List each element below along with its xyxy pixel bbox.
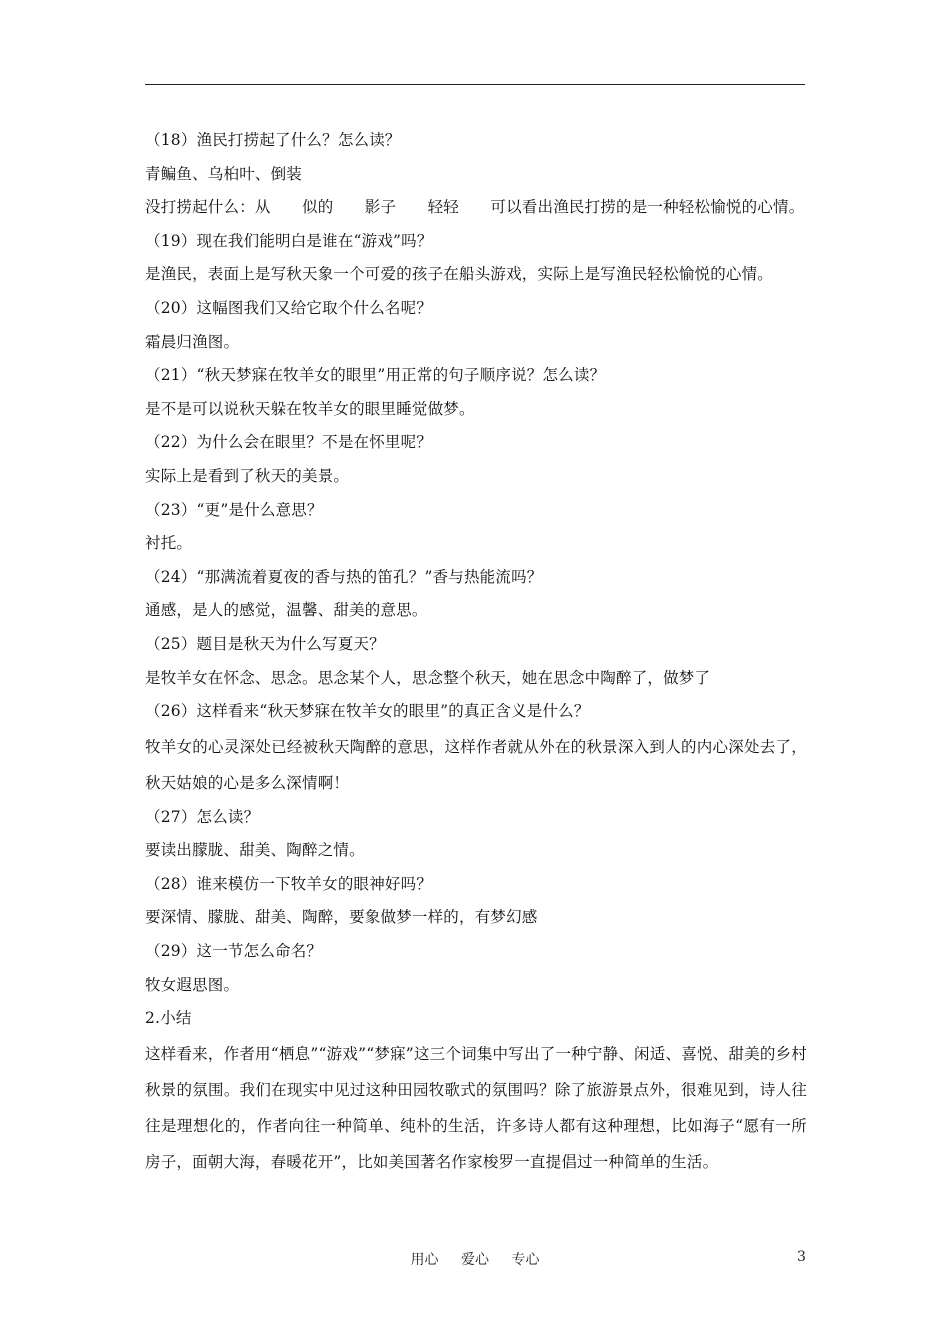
text-line: （25）题目是秋天为什么写夏天？ [145, 634, 385, 653]
text-line: 霜晨归渔图。 [145, 332, 240, 351]
text-line: （26）这样看来“秋天梦寐在牧羊女的眼里”的真正含义是什么？ [145, 702, 590, 721]
text-line: 青鳊鱼、乌桕叶、倒装 [145, 164, 303, 183]
text-line: （28）谁来模仿一下牧羊女的眼神好吗？ [145, 874, 433, 893]
text-line: （18）渔民打捞起了什么？怎么读？ [145, 131, 401, 149]
text-line: 实际上是看到了秋天的美景。 [145, 466, 350, 485]
section-heading: 2.小结 [145, 1009, 192, 1028]
text-line: 是不是可以说秋天躲在牧羊女的眼里睡觉做梦。 [145, 399, 475, 418]
text-line: 牧女遐思图。 [145, 975, 240, 994]
text-line: 要深情、朦胧、甜美、陶醉，要象做梦一样的，有梦幻感 [145, 908, 538, 927]
document-body [145, 124, 807, 1180]
text-line: 衬托。 [145, 534, 193, 553]
paragraph-26-answer: 牧羊女的心灵深处已经被秋天陶醉的意思，这样作者就从外在的秋景深入到人的内心深处去了，秋天姑娘的心是多么深情啊！ [145, 737, 807, 792]
text-line: （27）怎么读？ [145, 807, 260, 826]
summary-paragraph: 这样看来，作者用“栖息”“游戏”“梦寐”这三个词集中写出了一种宁静、闲适、喜悦、甜美的乡村秋景的氛围。我们在现实中见过这种田园牧歌式的氛围吗？除了旅游景点外，很难见到，诗人往往是理想化的，作者向往一种简单、纯朴的生活，许多诗人都有这种理想，比如海子“愿有一所房子，面朝大海，春暖花开”，比如美国著名作家梭罗一直提倡过一种简单的生活。 [145, 1044, 807, 1171]
text-line: （29）这一节怎么命名？ [145, 942, 323, 961]
text-line: （20）这幅图我们又给它取个什么名呢？ [145, 298, 433, 317]
text-line: （21）“秋天梦寐在牧羊女的眼里”用正常的句子顺序说？怎么读？ [145, 366, 606, 385]
text-line: （19）现在我们能明白是谁在“游戏”吗？ [145, 231, 433, 250]
text-line: 通感，是人的感觉，温馨、甜美的意思。 [145, 601, 428, 620]
page-footer: 用心 爱心 专心 [410, 1252, 540, 1268]
text-line: （22）为什么会在眼里？不是在怀里呢？ [145, 433, 433, 452]
text-line: （24）“那满流着夏夜的香与热的笛孔？”香与热能流吗？ [145, 567, 543, 586]
page-number: 3 [797, 1249, 806, 1265]
text-line: 没打捞起什么：从 似的 影子 轻轻 可以看出渔民打捞的是一种轻松愉悦的心情。 [145, 198, 805, 217]
text-line: 是渔民，表面上是写秋天象一个可爱的孩子在船头游戏，实际上是写渔民轻松愉悦的心情。 [145, 265, 774, 284]
text-line: 要读出朦胧、甜美、陶醉之情。 [145, 841, 365, 860]
header-rule [145, 84, 805, 85]
text-line: 是牧羊女在怀念、思念。思念某个人，思念整个秋天，她在思念中陶醉了，做梦了 [145, 668, 711, 687]
text-line: （23）“更”是什么意思？ [145, 500, 323, 519]
